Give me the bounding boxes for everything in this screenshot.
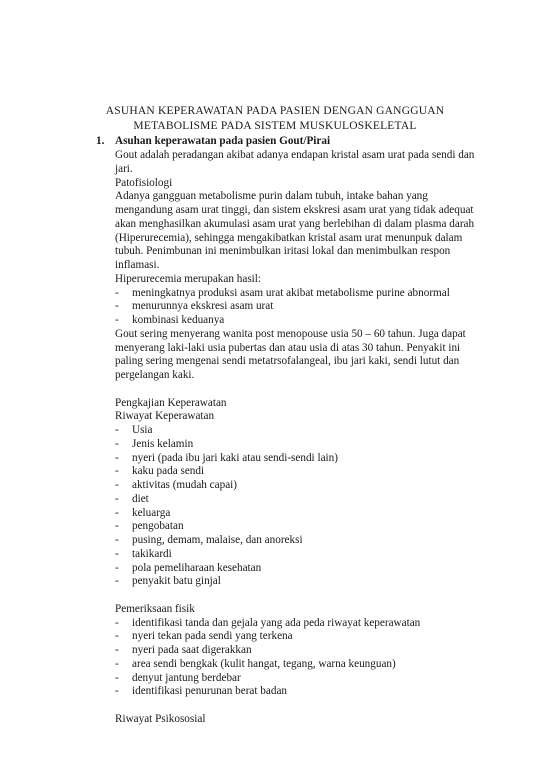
subheading-hiperurecemia: Hiperurecemia merupakan hasil: [115, 272, 261, 285]
bullet-dash: - [115, 520, 119, 533]
patofisiologi-line: inflamasi. [115, 259, 160, 271]
list-item: area sendi bengkak (kulit hangat, tegang, warna keunguan) [132, 657, 396, 670]
list-item: menurunnya ekskresi asam urat [132, 300, 274, 313]
gout-paragraph-line: paling sering mengenai sendi metatrsofalangeal, ibu jari kaki, sendi lutut dan [115, 355, 460, 368]
subheading-pemeriksaan: Pemeriksaan fisik [115, 602, 195, 615]
bullet-dash: - [115, 534, 119, 546]
patofisiologi-line: (Hiperurecemia), sehingga mengakibatkan kristal asam urat menunpuk dalam [115, 231, 463, 244]
bullet-dash: - [115, 561, 119, 574]
bullet-dash: - [115, 286, 119, 299]
list-item: takikardi [132, 547, 172, 560]
section-number: 1. [96, 135, 105, 147]
list-item: Jenis kelamin [132, 437, 194, 450]
bullet-dash: - [115, 506, 119, 519]
patofisiologi-line: mengandung asam urat tinggi, dan sistem ekskresi asam urat yang tidak adequat [115, 204, 474, 216]
bullet-dash: - [115, 616, 119, 629]
list-item: meningkatnya produksi asam urat akibat metabolisme purine abnormal [132, 286, 450, 299]
patofisiologi-line: akan menghasilkan akumulasi asam urat yang berlebihan di dalam plasma darah [115, 217, 475, 230]
list-item: diet [132, 492, 149, 505]
list-item: aktivitas (mudah capai) [132, 479, 237, 491]
section-heading: Asuhan keperawatan pada pasien Gout/Pirai [115, 135, 331, 147]
patofisiologi-line: Adanya gangguan metabolisme purin dalam tubuh, intake bahan yang [115, 190, 428, 203]
bullet-dash: - [115, 547, 119, 560]
bullet-dash: - [115, 437, 119, 450]
subheading-patofisiologi: Patofisiologi [115, 176, 173, 189]
bullet-dash: - [115, 492, 119, 505]
list-item: Usia [132, 424, 153, 436]
bullet-dash: - [115, 630, 119, 643]
bullet-dash: - [115, 479, 119, 491]
bullet-dash: - [115, 451, 119, 464]
bullet-dash: - [115, 657, 119, 670]
intro-line: Gout adalah peradangan akibat adanya endapan kristal asam urat pada sendi dan [115, 149, 475, 161]
list-item: pengobatan [132, 520, 184, 533]
bullet-dash: - [115, 575, 119, 588]
list-item: identifikasi tanda dan gejala yang ada peda riwayat keperawatan [132, 616, 421, 629]
list-item: nyeri tekan pada sendi yang terkena [132, 630, 293, 643]
subheading-riwayat: Riwayat Keperawatan [115, 410, 215, 423]
bullet-dash: - [115, 300, 119, 313]
list-item: nyeri (pada ibu jari kaki atau sendi-sendi lain) [132, 451, 338, 464]
list-item: pusing, demam, malaise, dan anoreksi [132, 534, 303, 546]
gout-paragraph-line: menyerang laki-laki usia pubertas dan atau usia di atas 30 tahun. Penyakit ini [115, 341, 461, 354]
bullet-dash: - [115, 424, 119, 436]
patofisiologi-line: tubuh. Penimbunan ini menimbulkan iritasi lokal dan menimbulkan respon [115, 245, 451, 258]
list-item: penyakit batu ginjal [132, 575, 221, 588]
gout-paragraph-line: Gout sering menyerang wanita post menopouse usia 50 – 60 tahun. Juga dapat [115, 327, 466, 340]
list-item: kombinasi keduanya [132, 314, 225, 326]
document-title-line1: ASUHAN KEPERAWATAN PADA PASIEN DENGAN GANGGUAN [105, 105, 445, 117]
gout-paragraph-line: pergelangan kaki. [115, 369, 195, 381]
list-item: keluarga [132, 506, 171, 519]
bullet-dash: - [115, 465, 119, 478]
subheading-psikososial: Riwayat Psikososial [115, 712, 206, 725]
list-item: kaku pada sendi [132, 465, 205, 478]
list-item: identifikasi penurunan berat badan [132, 685, 288, 698]
list-item: nyeri pada saat digerakkan [132, 644, 252, 656]
bullet-dash: - [115, 685, 119, 698]
bullet-dash: - [115, 314, 119, 326]
intro-line: jari. [115, 162, 133, 175]
subheading-pengkajian: Pengkajian Keperawatan [115, 396, 227, 409]
bullet-dash: - [115, 644, 119, 656]
list-item: denyut jantung berdebar [132, 671, 241, 684]
document-title-line2: METABOLISME PADA SISTEM MUSKULOSKELETAL [133, 120, 417, 132]
bullet-dash: - [115, 671, 119, 684]
list-item: pola pemeliharaan kesehatan [132, 561, 262, 574]
